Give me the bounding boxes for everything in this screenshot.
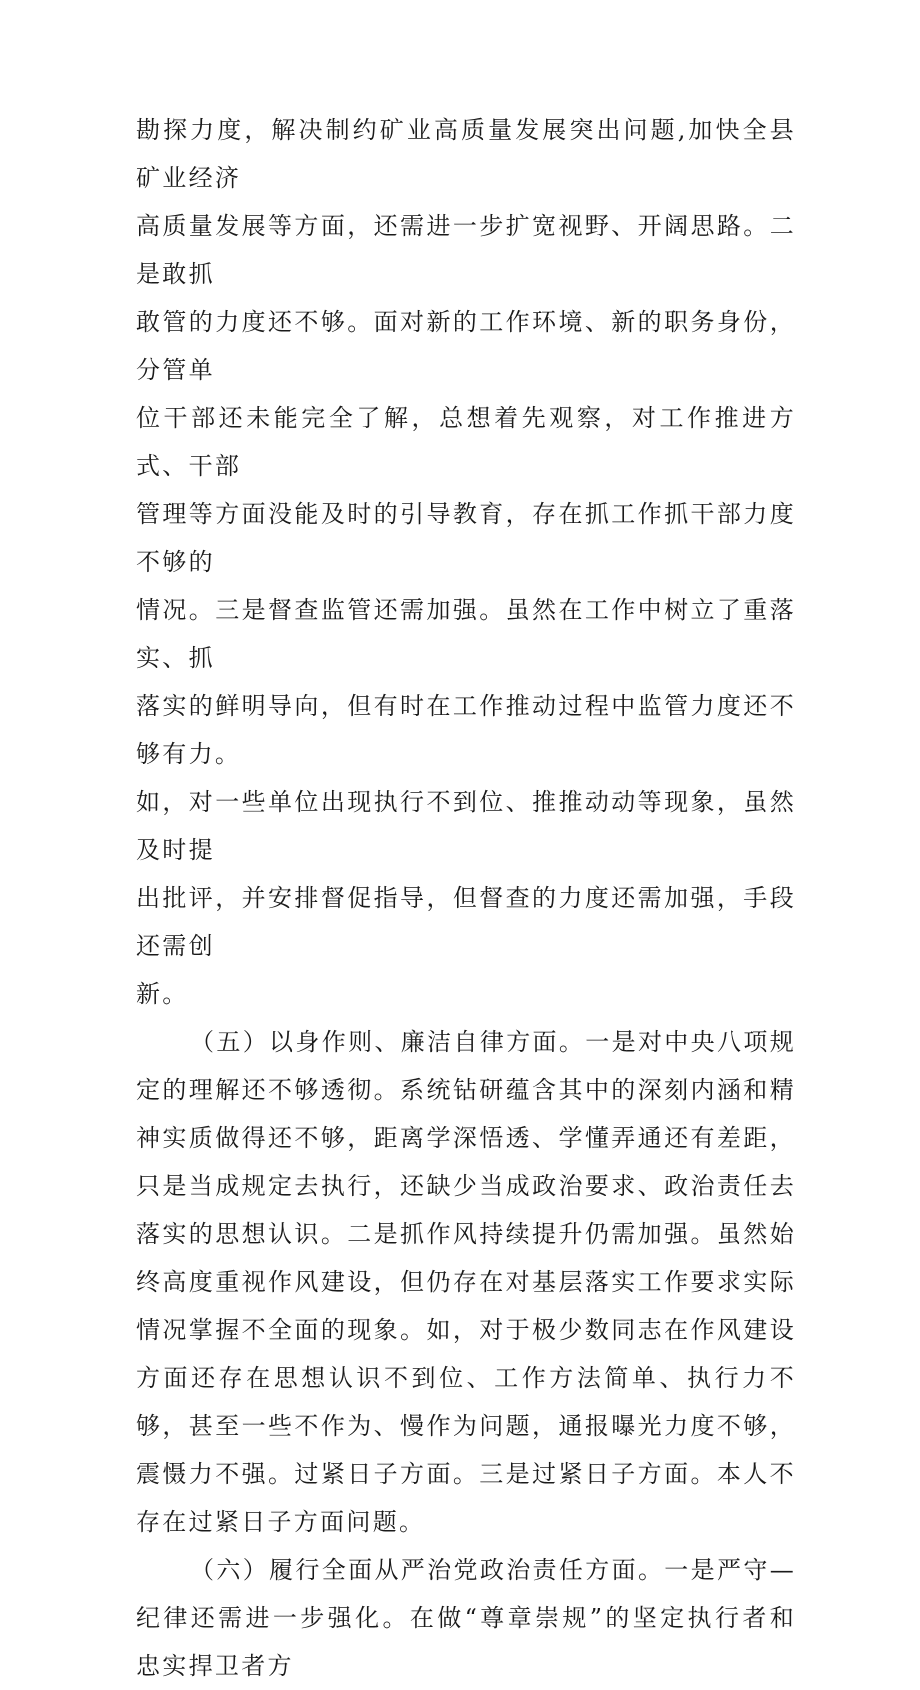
text-line: 慑力不强。过紧日子方面。三是过紧日子方面。本人不存在过紧 [136, 1460, 796, 1536]
text-line: 力不够，甚至一些不作为、慢作为问题，通报曝光力度不够，震 [136, 1364, 796, 1488]
text-line: （五）以身作则、廉洁自律方面。一是对中央八项规定的理 [136, 1028, 796, 1104]
paragraph-continuation [136, 106, 796, 1018]
text-line: 解还不够透彻。系统钻研蕴含其中的深刻内涵和精神实质做得还 [136, 1076, 796, 1152]
paragraph-section-6 [136, 1546, 796, 1690]
text-line: 不够，距离学深悟透、学懂弄通还有差距，只是当成规定去执行， [136, 1124, 796, 1200]
text-line: （六）履行全面从严治党政治责任方面。一是严守—纪律还 [136, 1556, 796, 1632]
text-line: 日子方面问题。 [241, 1508, 426, 1536]
text-line: 需进一步强化。在做“尊章崇规”的坚定执行者和忠实捍卫者方 [136, 1604, 797, 1680]
text-line: 敢管的力度还不够。面对新的工作环境、新的职务身份，分管单 [136, 308, 796, 384]
text-line: 出批评，并安排督促指导，但督查的力度还需加强，手段还需创 [136, 884, 796, 960]
text-line: 情况。三是督查监管还需加强。虽然在工作中树立了重落实、抓 [136, 596, 796, 672]
text-line: 如，对一些单位出现执行不到位、推推动动等现象，虽然及时提 [136, 788, 796, 864]
text-line: 位干部还未能完全了解，总想着先观察，对工作推进方式、干部 [136, 404, 796, 480]
text-line: 落实的鲜明导向，但有时在工作推动过程中监管力度还不够有力。 [136, 692, 796, 768]
text-line: 新。 [136, 980, 189, 1008]
text-line: 管理等方面没能及时的引导教育，存在抓工作抓干部力度不够的 [136, 500, 796, 576]
text-line: 勘探力度，解决制约矿业高质量发展突出问题,加快全县矿业经济 [136, 116, 796, 192]
document-body [136, 106, 796, 1690]
text-line: 高质量发展等方面，还需进一步扩宽视野、开阔思路。二是敢抓 [136, 212, 796, 288]
text-line: 志在作风建设方面还存在思想认识不到位、工作方法简单、执行 [136, 1316, 796, 1392]
text-line: 持续提升仍需加强。虽然始终高度重视作风建设，但仍存在对基 [136, 1220, 796, 1296]
text-line: 还缺少当成政治要求、政治责任去落实的思想认识。二是抓作风 [136, 1172, 797, 1248]
paragraph-section-5 [136, 1018, 796, 1546]
text-line: 层落实工作要求实际情况掌握不全面的现象。如，对于极少数同 [136, 1268, 796, 1344]
